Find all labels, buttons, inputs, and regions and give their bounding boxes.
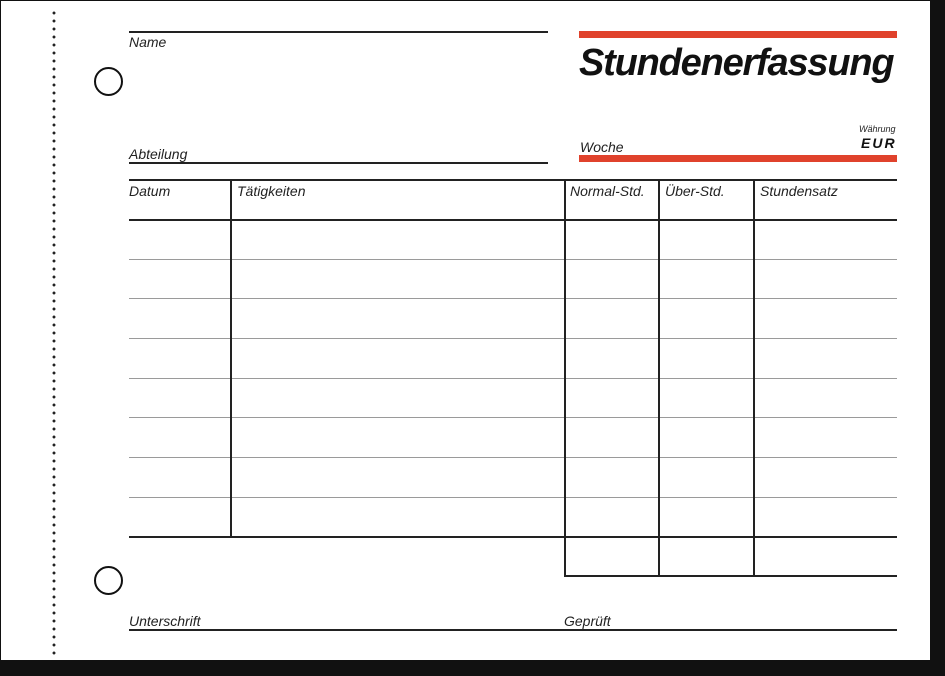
column-header-activities: Tätigkeiten	[237, 183, 306, 199]
totals-bottom-border	[564, 575, 897, 577]
name-line	[129, 31, 548, 33]
column-divider-date	[230, 180, 232, 537]
row-separator	[129, 417, 897, 418]
department-label: Abteilung	[129, 146, 188, 162]
signature-label: Unterschrift	[129, 613, 201, 629]
row-separator	[129, 259, 897, 260]
entries-bottom-border	[129, 536, 897, 538]
table-top-border	[129, 179, 897, 181]
row-separator	[129, 497, 897, 498]
column-divider-normal	[658, 180, 660, 577]
footer-line	[129, 629, 897, 631]
title-red-bar-top	[579, 31, 897, 38]
column-header-date: Datum	[129, 183, 171, 199]
row-separator	[129, 457, 897, 458]
currency-value: EUR	[861, 135, 897, 151]
column-divider-overtime	[753, 180, 755, 577]
column-header-hourly-rate: Stundensatz	[760, 183, 838, 199]
perforation-line	[52, 9, 56, 657]
checked-label: Geprüft	[564, 613, 611, 629]
header-bottom-border	[129, 219, 897, 221]
column-header-overtime-hours: Über-Std.	[665, 183, 725, 199]
row-separator	[129, 338, 897, 339]
department-line	[129, 162, 548, 164]
punch-hole-top	[94, 67, 123, 96]
form-title: Stundenerfassung	[579, 42, 894, 84]
column-divider-activities	[564, 180, 566, 577]
name-label: Name	[129, 34, 167, 50]
currency-caption: Währung	[859, 124, 896, 134]
form-sheet	[1, 1, 930, 660]
row-separator	[129, 298, 897, 299]
punch-hole-bottom	[94, 566, 123, 595]
column-header-normal-hours: Normal-Std.	[570, 183, 645, 199]
row-separator	[129, 378, 897, 379]
week-label: Woche	[580, 139, 624, 155]
title-red-bar-bottom	[579, 155, 897, 162]
